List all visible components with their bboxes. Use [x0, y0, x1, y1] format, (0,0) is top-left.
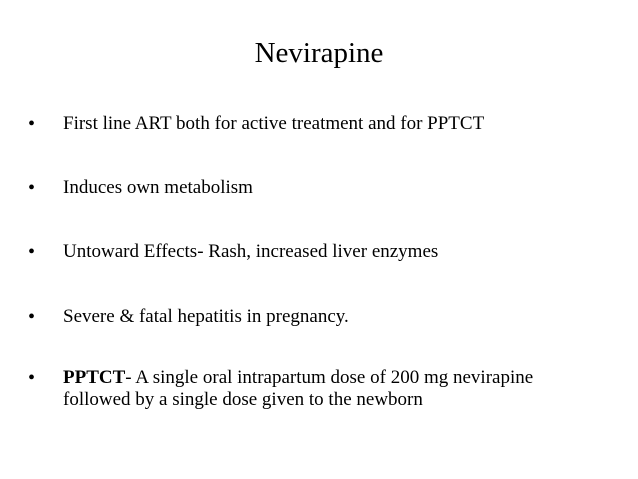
bullet-item-hepatitis: [28, 306, 618, 328]
bullet-text: First line ART both for active treatment and for PPTCT: [63, 113, 485, 134]
bullet-line-2: followed by a single dose given to the newborn: [63, 389, 423, 410]
bullet-icon: •: [28, 113, 36, 135]
bold-lead-text: PPTCT: [63, 367, 126, 388]
bullet-text: Induces own metabolism: [63, 177, 253, 198]
bullet-icon: •: [28, 241, 36, 263]
bullet-item-first-line-art: [28, 113, 618, 135]
bullet-item-metabolism: [28, 177, 618, 199]
bullet-text: Severe & fatal hepatitis in pregnancy.: [63, 306, 349, 327]
bullet-line-1-rest: - A single oral intrapartum dose of 200 mg nevirapine: [125, 367, 534, 388]
bullet-text: [63, 367, 618, 411]
bullet-icon: •: [28, 177, 36, 199]
bullet-icon: •: [28, 367, 36, 389]
bullet-text: Untoward Effects- Rash, increased liver enzymes: [63, 241, 439, 262]
bullet-item-pptct: [28, 367, 618, 411]
slide-title: Nevirapine: [254, 37, 384, 69]
bullet-icon: •: [28, 306, 36, 328]
bullet-item-untoward-effects: [28, 241, 618, 263]
bullet-line-1: [63, 367, 618, 389]
